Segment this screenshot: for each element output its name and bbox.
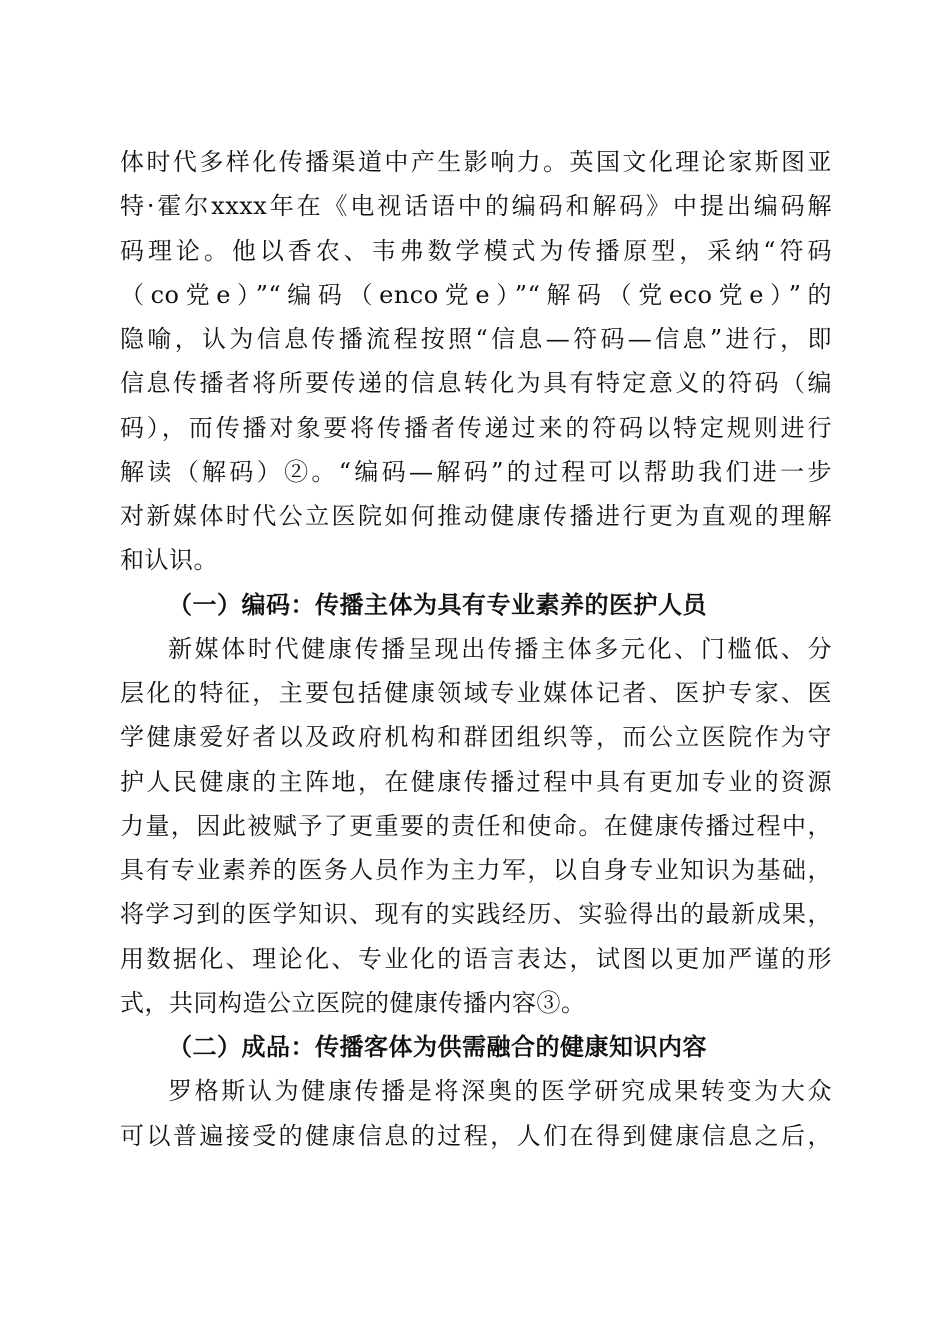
paragraph-line: 特·霍尔xxxx年在《电视话语中的编码和解码》中提出编码解 xyxy=(120,192,832,221)
paragraph-line: 罗格斯认为健康传播是将深奥的医学研究成果转变为大众 xyxy=(168,1077,832,1106)
section-heading-2: （二）成品：传播客体为供需融合的健康知识内容 xyxy=(168,1032,707,1061)
body-text xyxy=(120,140,832,1158)
paragraph-line: 具有专业素养的医务人员作为主力军，以自身专业知识为基础， xyxy=(120,856,832,884)
paragraph-line: 对新媒体时代公立医院如何推动健康传播进行更为直观的理解 xyxy=(120,502,832,530)
paragraph-line: 式，共同构造公立医院的健康传播内容③。 xyxy=(120,988,586,1017)
paragraph-line: 层化的特征，主要包括健康领域专业媒体记者、医护专家、医 xyxy=(120,679,832,707)
paragraph-line: 护人民健康的主阵地，在健康传播过程中具有更加专业的资源 xyxy=(120,767,832,796)
section-heading-1: （一）编码：传播主体为具有专业素养的医护人员 xyxy=(168,589,707,619)
paragraph-line: 隐喻，认为信息传播流程按照“信息—符码—信息”进行，即 xyxy=(120,325,832,353)
paragraph-line: 学健康爱好者以及政府机构和群团组织等，而公立医院作为守 xyxy=(120,723,832,752)
paragraph-line: 解读（解码）②。“编码—解码”的过程可以帮助我们进一步 xyxy=(120,457,832,486)
paragraph-line: 力量，因此被赋予了更重要的责任和使命。在健康传播过程中， xyxy=(120,811,832,840)
paragraph-line: 和认识。 xyxy=(120,546,218,575)
paragraph-line: 用数据化、理论化、专业化的语言表达，试图以更加严谨的形 xyxy=(120,944,832,973)
paragraph-line: 可以普遍接受的健康信息的过程，人们在得到健康信息之后， xyxy=(120,1121,832,1150)
paragraph-line: 将学习到的医学知识、现有的实践经历、实验得出的最新成果， xyxy=(120,900,832,929)
paragraph-line: 码理论。他以香农、韦弗数学模式为传播原型，采纳“符码 xyxy=(120,236,832,265)
paragraph-line: 信息传播者将所要传递的信息转化为具有特定意义的符码（编 xyxy=(120,369,832,398)
paragraph-line: 新媒体时代健康传播呈现出传播主体多元化、门槛低、分 xyxy=(168,634,832,663)
paragraph-line: 码），而传播对象要将传播者传递过来的符码以特定规则进行 xyxy=(120,413,832,442)
paragraph-line: （co党e）”“编码（enco党e）”“解码（党eco党e）”的 xyxy=(120,280,832,309)
paragraph-line: 体时代多样化传播渠道中产生影响力。英国文化理论家斯图亚 xyxy=(120,148,832,176)
